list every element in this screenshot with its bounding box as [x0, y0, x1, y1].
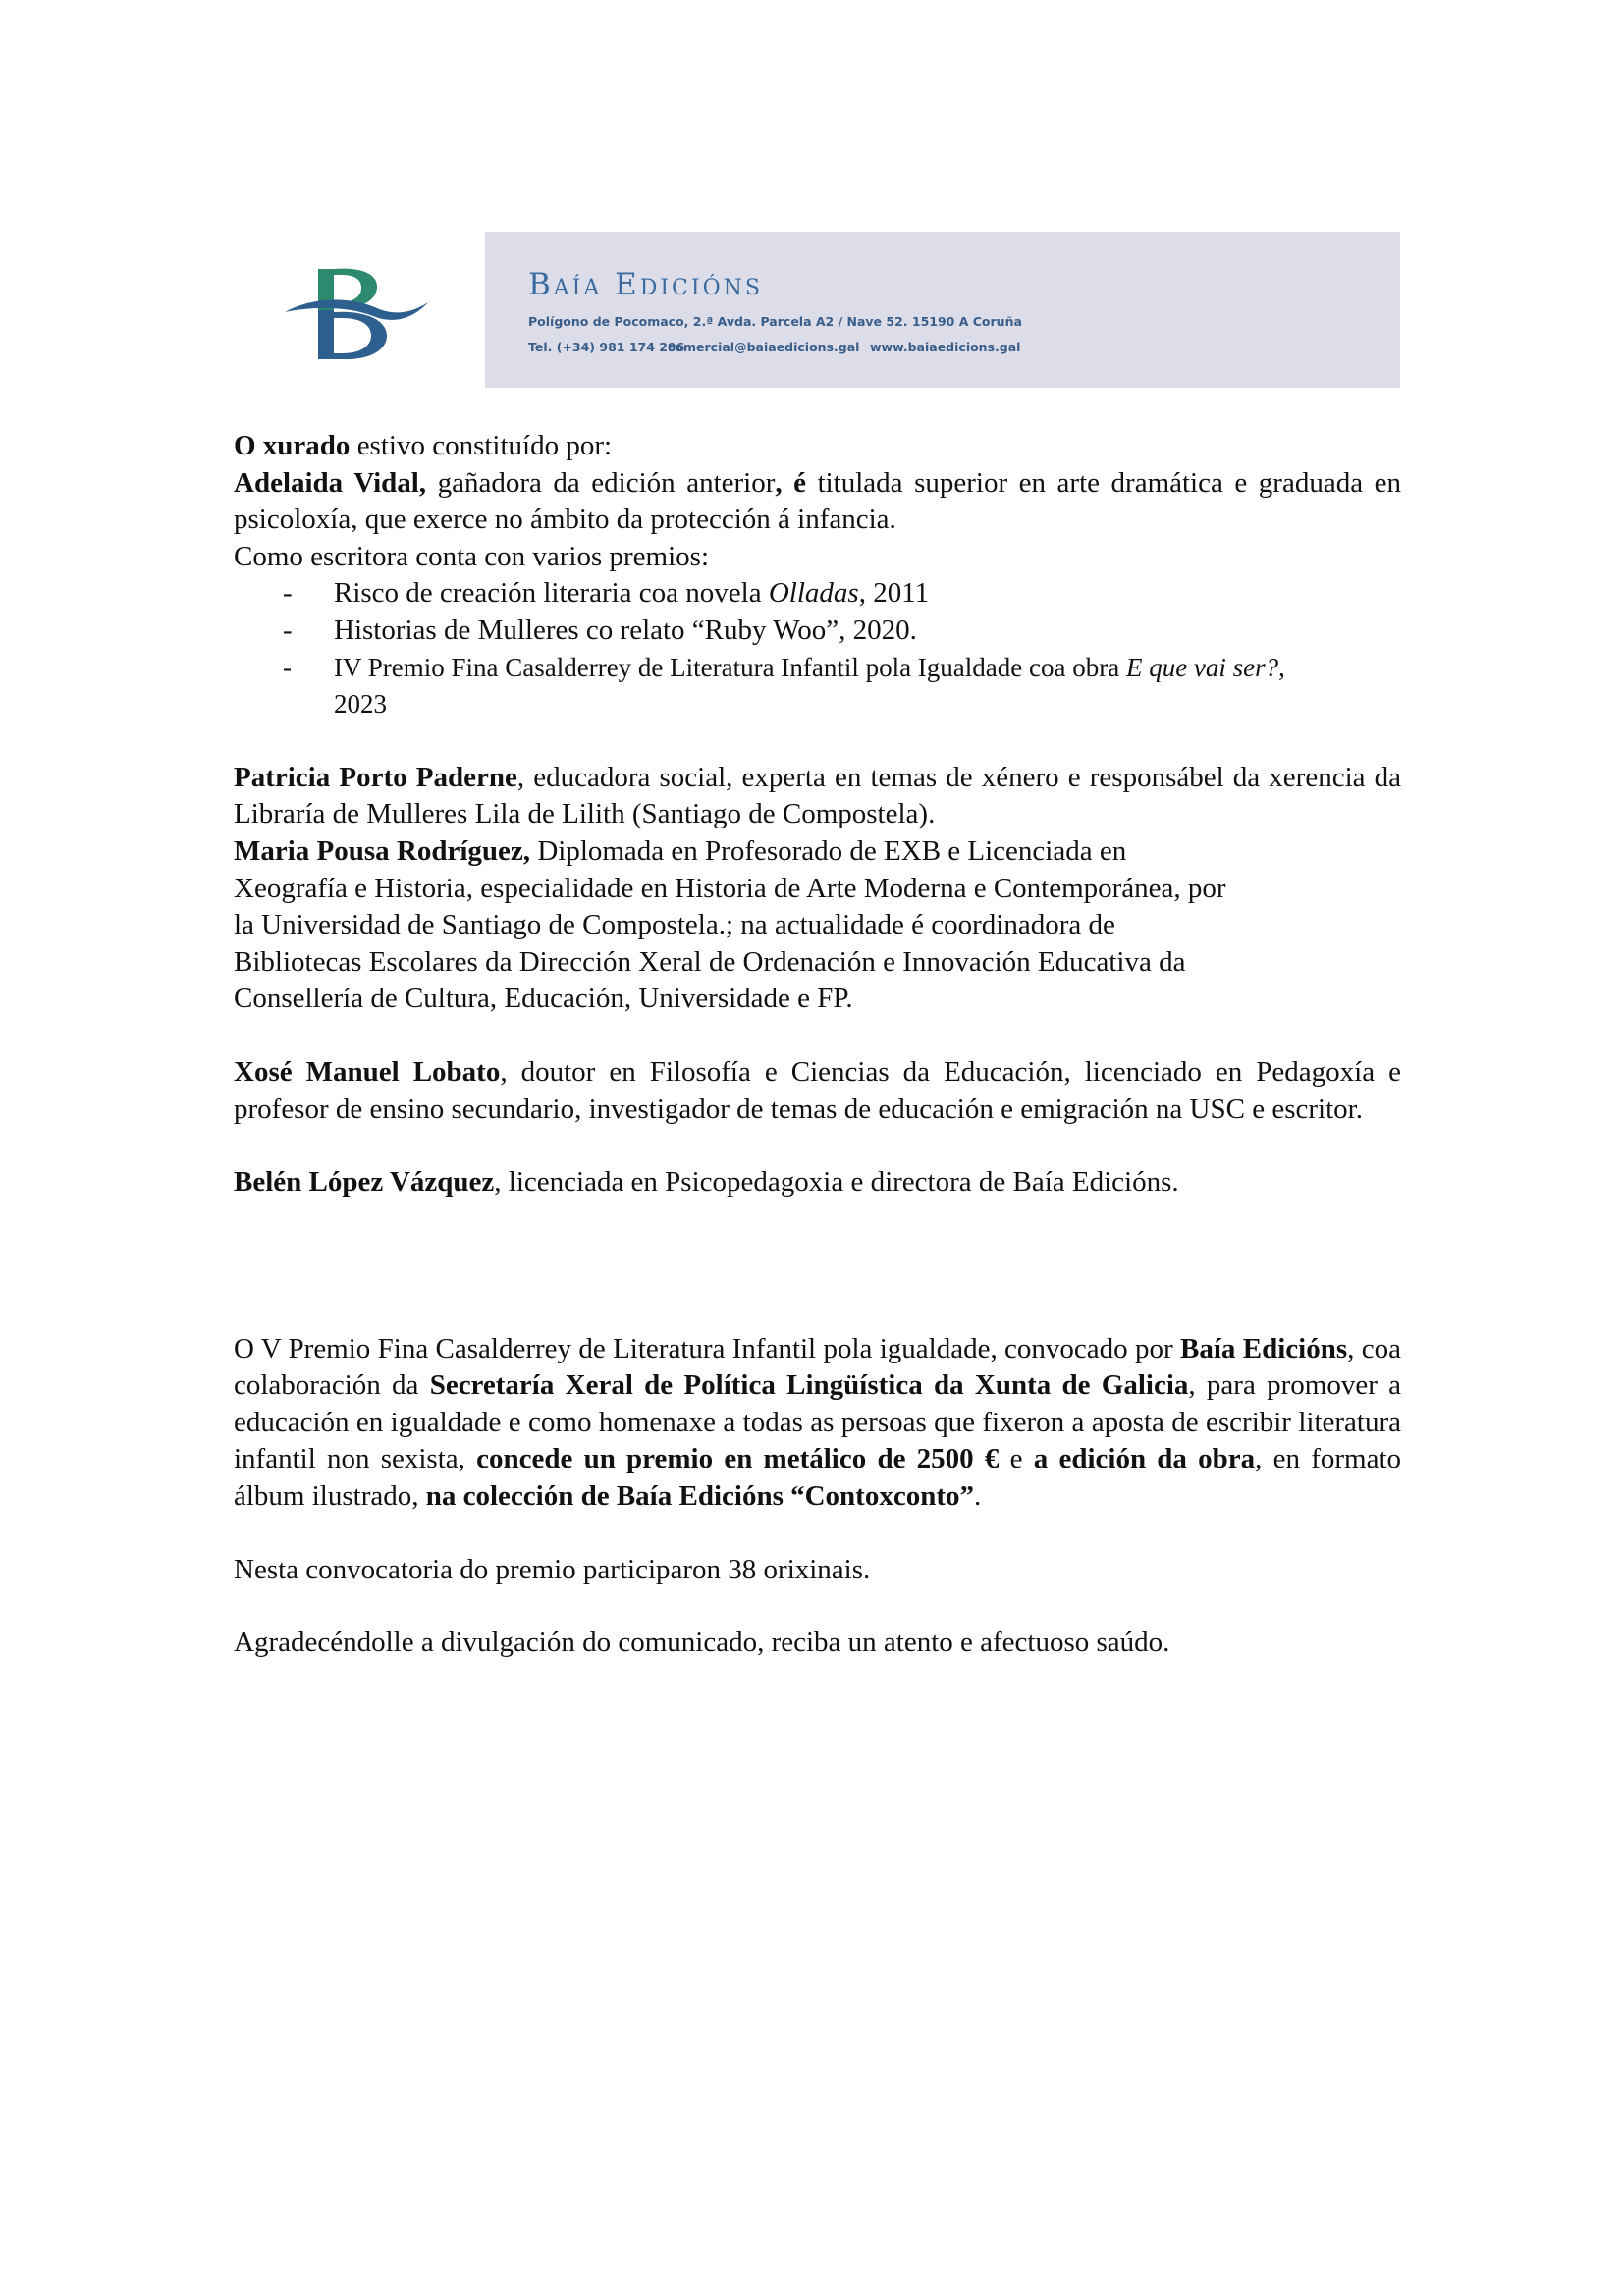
prize-paragraph: O V Premio Fina Casalderrey de Literatura Infantil pola igualdade, convocado por Baía Edicións, coa colaboración da Secretaría Xeral de Política Lingüística da Xunta de Galicia, para promover a educación en igualdade e como homenaxe a todas as persoas que fixeron a aposta de escribir literatura infantil non sexista, concede un premio en metálico de 2500 € e a edición da obra, en formato álbum ilustrado, na colección de Baía Edicións “Contoxconto”.	[234, 1332, 1402, 1513]
publisher-address: Polígono de Pocomaco, 2.ª Avda. Parcela A2 / Nave 52. 15190 A Coruña	[528, 314, 1022, 329]
letter-body	[234, 428, 1401, 1662]
website-link[interactable]: www.baiaedicions.gal	[870, 340, 1021, 354]
jury-member-adelaida: Adelaida Vidal, gañadora da edición anterior, é titulada superior en arte dramática e graduada en psicoloxía, que exerce no ámbito da protección á infancia.	[234, 466, 1401, 536]
member-name: Maria Pousa Rodríguez,	[234, 834, 531, 867]
member-name: Xosé Manuel Lobato	[234, 1055, 501, 1088]
list-item: - Historias de Mulleres co relato “Ruby Woo”, 2020.	[283, 614, 917, 646]
letterhead-banner	[485, 232, 1400, 388]
jury-member-belen: Belén López Vázquez, licenciada en Psicopedagoxia e directora de Baía Edicións.	[234, 1166, 1179, 1199]
awards-intro: Como escritora conta con varios premios:	[234, 540, 710, 572]
jury-member-maria: Maria Pousa Rodríguez, Diplomada en Profesorado de EXB e Licenciada en Xeografía e Historia, especialidade en Historia de Arte Moderna e Contemporánea, por la Universidad de Santiago de Compostela.; na actualidade é coordinadora de Bibliotecas Escolares da Dirección Xeral de Ordenación e Innovación Educativa da Consellería de Cultura, Educación, Universidade e FP.	[234, 834, 1226, 1015]
b-logo-icon	[283, 267, 430, 361]
jury-member-patricia: Patricia Porto Paderne, educadora social, experta en temas de xénero e responsábel da xerencia da Libraría de Mulleres Lila de Lilith (Santiago de Compostela).	[234, 761, 1401, 830]
brand-name: Baía Edicións	[528, 267, 763, 302]
member-name: Belén López Vázquez	[234, 1166, 495, 1199]
participation-note: Nesta convocatoria do premio participaron 38 orixinais.	[234, 1553, 871, 1585]
list-item: - IV Premio Fina Casalderrey de Literatura Infantil pola Igualdade coa obra E que vai ser?, 2023	[283, 652, 1285, 720]
closing-greeting: Agradecéndolle a divulgación do comunicado, reciba un atento e afectuoso saúdo.	[234, 1627, 1170, 1659]
member-name: Patricia Porto Paderne	[234, 761, 517, 793]
email-link[interactable]: comercial@baiaedicions.gal	[668, 340, 860, 354]
publisher-logo	[283, 267, 430, 361]
jury-member-xose: Xosé Manuel Lobato, doutor en Filosofía e Ciencias da Educación, licenciado en Pedagoxía e profesor de ensino secundario, investigador de temas de educación e emigración na USC e escritor.	[234, 1055, 1401, 1125]
member-name: Adelaida Vidal,	[234, 466, 427, 499]
jury-intro: O xurado estivo constituído por:	[234, 430, 613, 461]
contact-line	[528, 340, 1020, 354]
phone-number: Tel. (+34) 981 174 296	[528, 340, 685, 354]
list-item: - Risco de creación literaria coa novela Olladas, 2011	[283, 577, 930, 610]
awards-list	[234, 575, 1401, 722]
